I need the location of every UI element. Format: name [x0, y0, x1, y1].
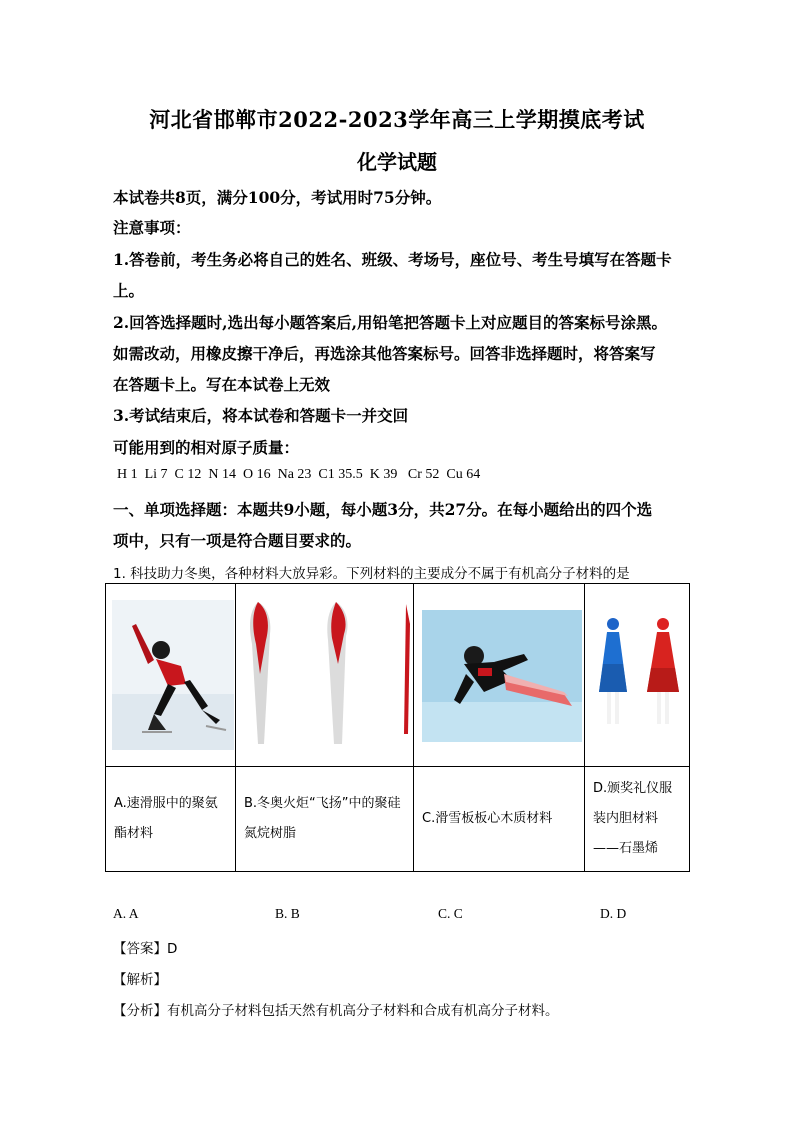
note-1-line-1: 1.答卷前，考生务必将自己的姓名、班级、考场号，座位号、考生号填写在答题卡 — [113, 250, 672, 269]
snowboarder-image — [414, 584, 585, 767]
choice-d: D. D — [600, 906, 627, 921]
note-2-line-2: 如需改动，用橡皮擦干净后，再选涂其他答案标号。回答非选择题时，将答案写 — [113, 344, 656, 363]
ceremony-uniform-image — [585, 584, 690, 767]
olympic-torch-image — [236, 584, 414, 767]
analysis-label: 【解析】 — [113, 972, 167, 988]
option-b-line-1: B.冬奥火炬“飞扬”中的聚硅 — [244, 796, 401, 811]
choice-b: B. B — [275, 906, 300, 921]
choice-c: C. C — [438, 906, 463, 921]
option-d-cell — [585, 767, 690, 872]
intro-text: 本试卷共8页，满分100分，考试用时75分钟。 — [113, 188, 442, 207]
option-d-line-3: ——石墨烯 — [593, 841, 659, 856]
question-1-stem: 1. 科技助力冬奥，各种材料大放异彩。下列材料的主要成分不属于有机高分子材料的是 — [113, 566, 630, 582]
section-1-line-1: 一、单项选择题：本题共9小题，每小题3分，共27分。在每小题给出的四个选 — [113, 500, 653, 519]
option-c-text: C.滑雪板板心木质材料 — [422, 811, 553, 826]
section-1-line-2: 项中，只有一项是符合题目要求的。 — [113, 531, 362, 550]
notes-heading: 注意事项： — [113, 218, 191, 237]
answer-label: 【答案】 — [113, 941, 167, 957]
question-1-table — [105, 583, 690, 872]
note-2-line-1: 2.回答选择题时,选出每小题答案后,用铅笔把答题卡上对应题目的答案标号涂黑。 — [113, 313, 667, 332]
note-1-line-2: 上。 — [113, 281, 145, 300]
option-b-line-2: 氮烷树脂 — [244, 826, 297, 841]
option-a-cell — [106, 767, 236, 872]
option-a-line-2: 酯材料 — [114, 826, 154, 841]
answer-value: D — [167, 941, 178, 957]
choice-a: A. A — [113, 906, 139, 921]
fenxi-text: 有机高分子材料包括天然有机高分子材料和合成有机高分子材料。 — [167, 1003, 559, 1019]
speed-skater-image — [106, 584, 236, 767]
exam-subtitle: 化学试题 — [357, 150, 437, 174]
option-d-line-2: 装内胆材料 — [593, 811, 659, 826]
atomic-masses: H 1 Li 7 C 12 N 14 O 16 Na 23 C1 35.5 K 39 Cr 52 Cu 64 — [117, 467, 481, 482]
exam-title: 河北省邯郸市2022-2023学年高三上学期摸底考试 — [149, 107, 645, 132]
note-3: 3.考试结束后，将本试卷和答题卡一并交回 — [113, 406, 409, 425]
option-d-line-1: D.颁奖礼仪服 — [593, 781, 673, 796]
option-a-line-1: A.速滑服中的聚氨 — [114, 796, 218, 811]
fenxi-line — [113, 999, 559, 1019]
atomic-heading: 可能用到的相对原子质量： — [113, 438, 300, 457]
answer-line — [113, 937, 177, 957]
option-c-cell — [414, 767, 585, 872]
note-2-line-3: 在答题卡上。写在本试卷上无效 — [113, 375, 331, 394]
fenxi-label: 【分析】 — [113, 1003, 167, 1019]
option-b-cell — [236, 767, 414, 872]
